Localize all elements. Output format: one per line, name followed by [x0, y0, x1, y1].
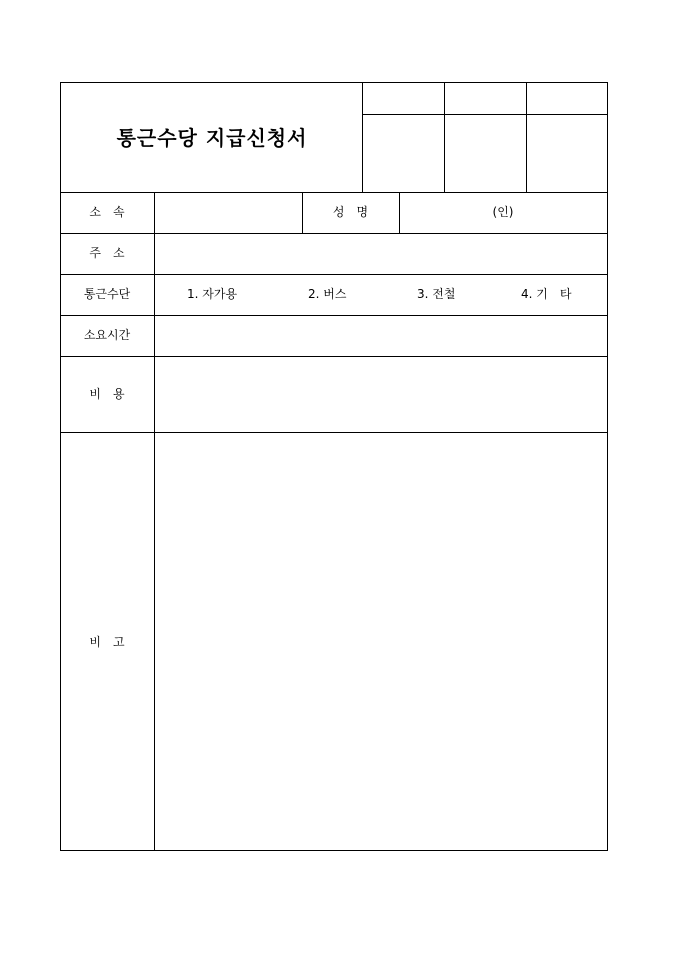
name-seal: (인): [492, 205, 514, 219]
border-bottom: [60, 850, 608, 851]
address-field[interactable]: [155, 234, 607, 274]
travel-time-label: 소요시간: [83, 328, 131, 342]
commute-option-car: 1. 자가용: [187, 287, 238, 301]
approval-divider-3: [526, 82, 527, 192]
department-label: 소 속: [89, 205, 125, 219]
remarks-label: 비 고: [89, 635, 125, 649]
commute-method-label: 통근수단: [83, 287, 131, 301]
border-right: [607, 82, 608, 851]
commute-option-bus: 2. 버스: [308, 287, 347, 301]
name-field[interactable]: [400, 193, 607, 233]
cost-label: 비 용: [89, 387, 125, 401]
form-title: 통근수당 지급신청서: [116, 126, 308, 150]
row-line-3: [60, 274, 608, 275]
address-label: 주 소: [89, 246, 125, 260]
commute-option-other: 4. 기 타: [521, 287, 572, 301]
name-label: 성 명: [332, 205, 369, 219]
commute-option-subway: 3. 전철: [417, 287, 456, 301]
cost-field[interactable]: [155, 357, 607, 432]
travel-time-field[interactable]: [155, 316, 607, 356]
border-left: [60, 82, 61, 851]
approval-header-line: [362, 114, 608, 115]
approval-divider-2: [444, 82, 445, 192]
approval-divider-1: [362, 82, 363, 192]
department-field[interactable]: [155, 193, 302, 233]
remarks-field[interactable]: [155, 433, 607, 850]
